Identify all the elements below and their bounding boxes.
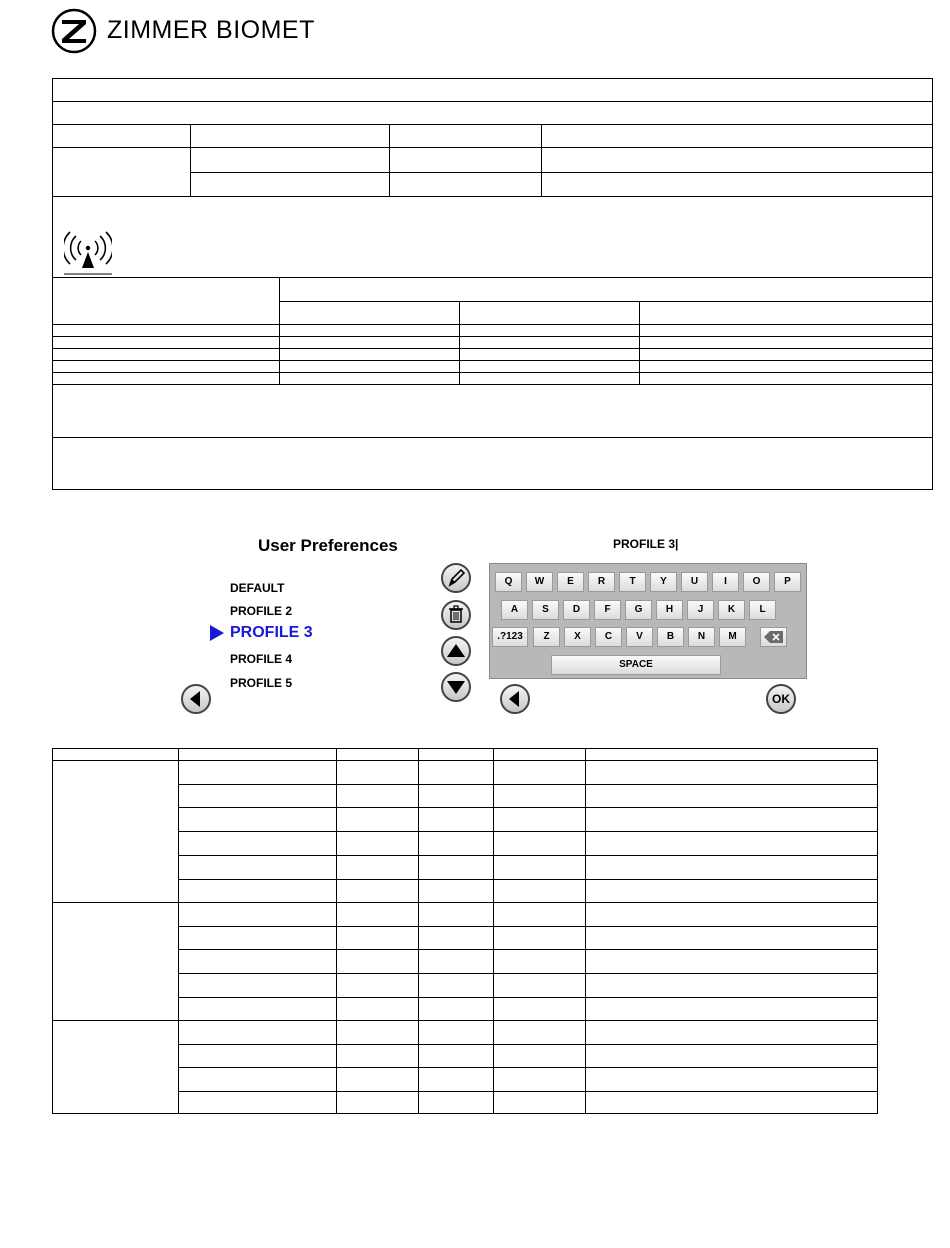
profile-name-input[interactable]: PROFILE 3| xyxy=(613,537,679,551)
move-down-button[interactable] xyxy=(441,672,471,702)
key-u[interactable]: U xyxy=(681,572,708,592)
edit-button[interactable] xyxy=(441,563,471,593)
key-o[interactable]: O xyxy=(743,572,770,592)
space-key[interactable]: SPACE xyxy=(551,655,721,675)
arrow-up-icon xyxy=(443,638,469,664)
backspace-icon xyxy=(762,628,786,646)
key-s[interactable]: S xyxy=(532,600,559,620)
key-e[interactable]: E xyxy=(557,572,584,592)
page-title: User Preferences xyxy=(258,536,398,555)
on-screen-keyboard xyxy=(489,563,807,679)
back-arrow-icon xyxy=(502,686,528,712)
profile-item-3-selected[interactable]: PROFILE 3 xyxy=(230,624,313,641)
key-b[interactable]: B xyxy=(657,627,684,647)
backspace-key[interactable] xyxy=(760,627,787,647)
delete-button[interactable] xyxy=(441,600,471,630)
key-m[interactable]: M xyxy=(719,627,746,647)
brand-name: ZIMMER BIOMET xyxy=(107,16,315,44)
pencil-icon xyxy=(443,565,469,591)
key-j[interactable]: J xyxy=(687,600,714,620)
profile-item-5[interactable]: PROFILE 5 xyxy=(230,676,293,690)
key-p[interactable]: P xyxy=(774,572,801,592)
key-l[interactable]: L xyxy=(749,600,776,620)
key-w[interactable]: W xyxy=(526,572,553,592)
ok-button[interactable]: OK xyxy=(766,684,796,714)
profile-item-4[interactable]: PROFILE 4 xyxy=(230,652,293,666)
key-d[interactable]: D xyxy=(563,600,590,620)
back-arrow-icon xyxy=(183,686,209,712)
key-z[interactable]: Z xyxy=(533,627,560,647)
key-g[interactable]: G xyxy=(625,600,652,620)
zimmer-logo-icon xyxy=(51,8,97,54)
profile-item-default[interactable]: DEFAULT xyxy=(230,581,285,595)
key-x[interactable]: X xyxy=(564,627,591,647)
move-up-button[interactable] xyxy=(441,636,471,666)
key-f[interactable]: F xyxy=(594,600,621,620)
key-t[interactable]: T xyxy=(619,572,646,592)
key-q[interactable]: Q xyxy=(495,572,522,592)
back-button[interactable] xyxy=(181,684,211,714)
key-a[interactable]: A xyxy=(501,600,528,620)
key-h[interactable]: H xyxy=(656,600,683,620)
key-n[interactable]: N xyxy=(688,627,715,647)
arrow-down-icon xyxy=(443,674,469,700)
key-i[interactable]: I xyxy=(712,572,739,592)
non-ionizing-radiation-icon xyxy=(64,230,112,281)
keyboard-back-button[interactable] xyxy=(500,684,530,714)
selection-arrow-icon xyxy=(210,625,224,641)
key-k[interactable]: K xyxy=(718,600,745,620)
trash-icon xyxy=(443,602,469,628)
key-y[interactable]: Y xyxy=(650,572,677,592)
profile-item-2[interactable]: PROFILE 2 xyxy=(230,604,293,618)
key-v[interactable]: V xyxy=(626,627,653,647)
key-symbols[interactable]: .?123 xyxy=(492,627,528,647)
key-c[interactable]: C xyxy=(595,627,622,647)
key-r[interactable]: R xyxy=(588,572,615,592)
